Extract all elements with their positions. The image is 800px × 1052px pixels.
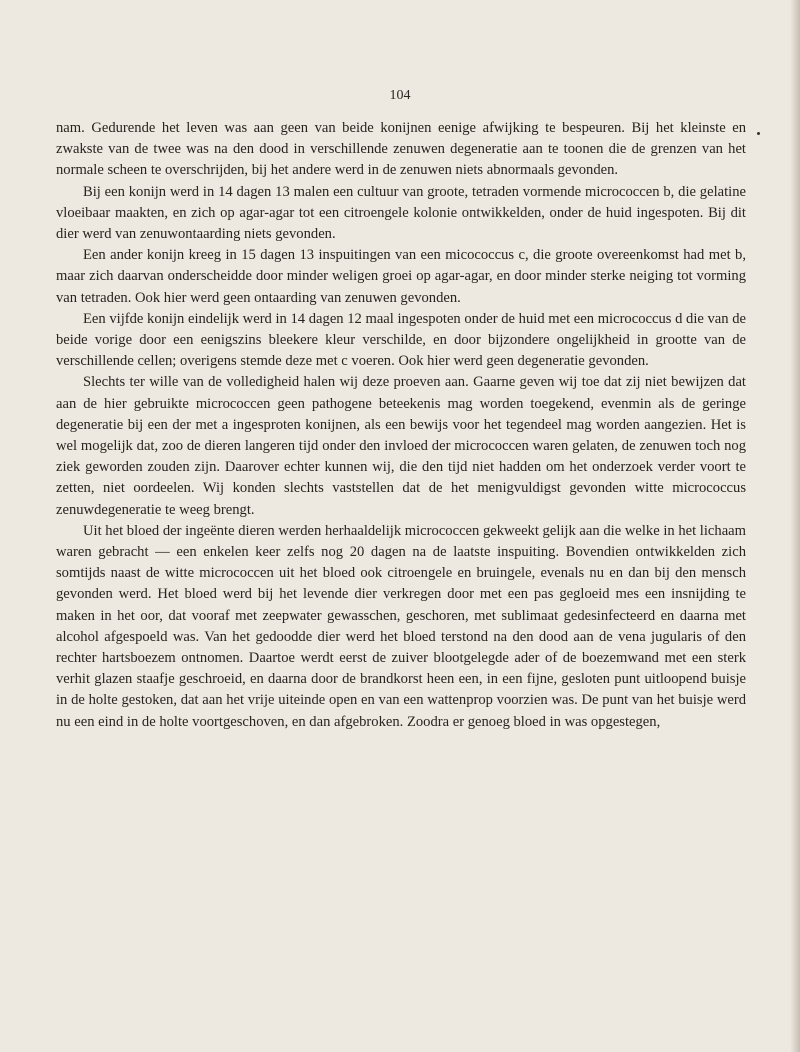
paragraph: Uit het bloed der ingeënte dieren werden herhaaldelijk micrococcen gekweekt gelijk aan die welke in het lichaam waren gebracht — een enkelen keer zelfs nog 20 dagen na de laatste inspuiting. Bovendien ontwikkelden zich somtijds naast de witte micrococcen uit het bloed ook citroengele en bruingele, evenals nu en dan bij den mensch gevonden werd. Het bloed werd bij het levende dier verkregen door met een pas gegloeid mes een insnijding te maken in het oor, dat vooraf met zeepwater gewasschen, geschoren, met sublimaat gedesinfecteerd en daarna met alcohol afgespoeld was. Van het gedoodde dier werd het bloed terstond na den dood aan de vena jugularis of den rechter hartsboezem ontnomen. Daartoe werdt eerst de zuiver blootgelegde ader of de boezemwand met een sterk verhit glazen staafje geschroeid, en daarna door de brandkorst heen een, in een fijne, gesloten punt uitloopend buisje in de holte gestoken, dat aan het vrije uiteinde open en van een wattenprop voorzien was. De punt van het buisje werd nu een eind in de holte voortgeschoven, en dan afgebroken. Zoodra er genoeg bloed in was opgestegen, [56,522,746,730]
page-edge-shadow [790,0,800,1052]
paragraph: nam. Gedurende het leven was aan geen van beide konijnen eenige afwijking te bespeuren. Bij het kleinste en zwakste van de twee was na den dood in verschillende zenuwen degeneratie aan te toonen die de grenzen van het normale scheen te overschrijden, bij het andere werd in de zenuwen niets abnormaals gevonden. [56,120,746,179]
paragraph: Een vijfde konijn eindelijk werd in 14 dagen 12 maal ingespoten onder de huid met een micrococcus d die van de beide vorige door een eenigszins bleekere kleur verschilde, en door bijzondere ongelijkheid in grootte van de verschillende cellen; overigens stemde deze met c voeren. Ook hier werd geen degeneratie gevonden. [56,310,747,370]
body-text [56,118,746,733]
paragraph: Slechts ter wille van de volledigheid halen wij deze proeven aan. Gaarne geven wij toe dat zij niet bewijzen dat aan de hier gebruikte micrococcen geen pathogene beteekenis mag worden toegekend, evenmin als de geringe degeneratie bij een der met a ingesproten konijnen, als een bewijs voor het tegendeel mag worden aangezien. Het is wel mogelijk dat, zoo de dieren langeren tijd onder den invloed der micrococcen waren gelaten, de zenuwen toch nog ziek geworden zouden zijn. Daarover echter kunnen wij, die den tijd niet hadden om het onderzoek verder voort te zetten, niet oordeelen. Wij konden slechts vaststellen dat de het menigvuldigst gevonden witte micrococcus zenuwdegeneratie te weeg brengt. [56,374,746,518]
page-number: 104 [389,88,411,103]
margin-mark [757,132,760,135]
paragraph: Een ander konijn kreeg in 15 dagen 13 inspuitingen van een micococcus c, die groote overeenkomst had met b, maar zich daarvan onderscheidde door minder weligen groei op agar-agar, en door minder sterke neiging tot vorming van tetraden. Ook hier werd geen ontaarding van zenuwen gevonden. [56,247,746,306]
paragraph: Bij een konijn werd in 14 dagen 13 malen een cultuur van groote, tetraden vormende micrococcen b, die gelatine vloeibaar maakten, en zich op agar-agar tot een citroengele kolonie ontwikkelden, onder de huid ingespoten. Bij dit dier werd van zenuwontaarding niets gevonden. [56,183,746,243]
